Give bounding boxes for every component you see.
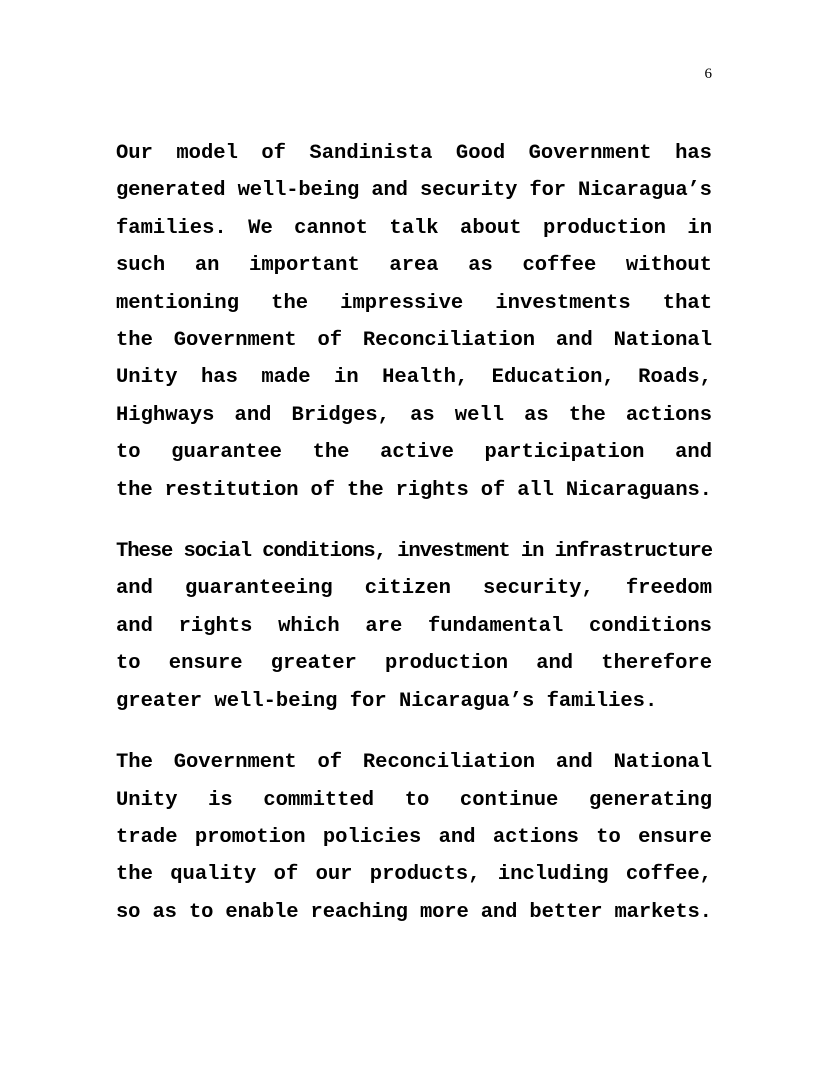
text-line: to ensure greater production and therefore (116, 652, 712, 676)
text-line: the restitution of the rights of all Nicaraguans. (116, 478, 712, 502)
paragraph-social-conditions (116, 533, 712, 720)
paragraph-government-commitment (116, 744, 712, 931)
text-line: trade promotion policies and actions to ensure (116, 825, 712, 849)
text-line: the Government of Reconciliation and National (116, 329, 712, 353)
text-line: so as to enable reaching more and better markets. (116, 900, 712, 924)
page-number: 6 (704, 66, 712, 82)
text-line: the quality of our products, including coffee, (116, 863, 712, 887)
text-line: The Government of Reconciliation and National (116, 751, 712, 775)
text-line: These social conditions, investment in infrastructure (116, 540, 713, 564)
body-text (116, 135, 712, 955)
paragraph-good-government (116, 135, 712, 509)
text-line: families. We cannot talk about production in (116, 216, 712, 240)
text-line: and guaranteeing citizen security, freedom (116, 577, 712, 601)
text-line: generated well-being and security for Nicaragua’s (116, 179, 712, 203)
text-line: greater well-being for Nicaragua’s families. (116, 689, 658, 713)
text-line: such an important area as coffee without (116, 254, 712, 278)
text-line: Unity has made in Health, Education, Roads, (116, 366, 712, 390)
text-line: mentioning the impressive investments that (116, 291, 712, 315)
text-line: to guarantee the active participation and (116, 441, 712, 465)
text-line: and rights which are fundamental conditions (116, 614, 712, 638)
text-line: Unity is committed to continue generating (116, 788, 712, 812)
text-line: Highways and Bridges, as well as the actions (116, 403, 712, 427)
text-line: Our model of Sandinista Good Government has (116, 142, 712, 165)
